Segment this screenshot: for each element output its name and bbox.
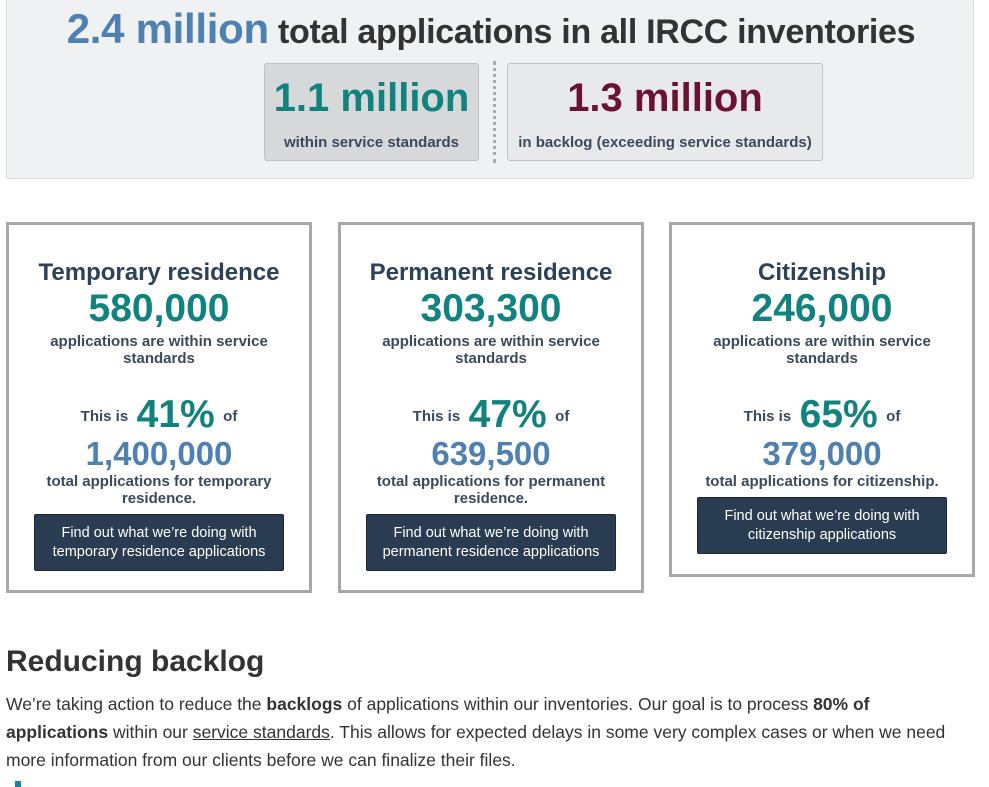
find-out-permanent-residence-button[interactable]: Find out what we’re doing with permanent residence applications: [366, 514, 616, 571]
card-total-description: total applications for temporary residence.: [46, 473, 272, 507]
card-percent-line: [672, 393, 972, 437]
card-of-label: of: [223, 408, 238, 425]
backlogs-emphasis: backlogs: [266, 694, 343, 714]
summary-panel: [6, 0, 974, 179]
card-total: 379,000: [762, 435, 882, 472]
card-total-description: total applications for permanent residence.: [376, 473, 606, 507]
card-within-count: 246,000: [751, 287, 893, 330]
card-of-label: of: [886, 408, 901, 425]
goal-emphasis: 80% of applications: [6, 694, 870, 742]
card-this-is-label: This is: [412, 408, 461, 425]
card-percent-line: [9, 393, 309, 437]
reducing-backlog-paragraph: [6, 690, 976, 774]
total-applications-text: total applications in all IRCC inventories: [277, 13, 916, 51]
card-temporary-residence: [6, 222, 312, 593]
card-this-is-label: This is: [743, 408, 792, 425]
service-standards-link[interactable]: service standards: [192, 722, 330, 742]
total-applications-value: 2.4 million: [66, 5, 269, 52]
paragraph-text: . This allows for expected delays in some very complex cases or when we need more information from our clients before we can finalize their files.: [6, 722, 946, 770]
paragraph-text: within our: [108, 722, 193, 742]
card-title: Permanent residence: [369, 259, 613, 286]
paragraph-text: of applications within our inventories. Our goal is to process: [342, 694, 814, 714]
card-percent: 65%: [799, 393, 878, 436]
card-total: 639,500: [431, 435, 551, 472]
find-out-citizenship-button[interactable]: Find out what we’re doing with citizenship applications: [697, 497, 947, 554]
card-percent: 41%: [136, 393, 215, 436]
within-standards-caption: within service standards: [283, 134, 460, 151]
card-within-description: applications are within service standards: [713, 333, 931, 367]
card-permanent-residence: [338, 222, 644, 593]
backlog-box: [507, 63, 823, 161]
dotted-divider: [493, 61, 496, 163]
card-of-label: of: [555, 408, 570, 425]
card-within-description: applications are within service standards: [382, 333, 600, 367]
backlog-value: 1.3 million: [567, 76, 763, 120]
within-standards-value: 1.1 million: [273, 76, 470, 120]
card-total-description: total applications for citizenship.: [705, 473, 939, 490]
list-bullet: [15, 781, 21, 787]
card-within-count: 303,300: [420, 287, 562, 330]
card-within-description: applications are within service standards: [50, 333, 268, 367]
summary-headline: [7, 5, 975, 53]
card-percent-line: [341, 393, 641, 437]
card-total: 1,400,000: [85, 435, 233, 472]
card-within-count: 580,000: [88, 287, 230, 330]
card-this-is-label: This is: [80, 408, 129, 425]
card-citizenship: [669, 222, 975, 577]
card-title: Temporary residence: [38, 259, 280, 286]
find-out-temporary-residence-button[interactable]: Find out what we’re doing with temporary residence applications: [34, 514, 284, 571]
card-percent: 47%: [468, 393, 547, 436]
within-standards-box: [264, 63, 479, 161]
paragraph-text: We’re taking action to reduce the: [6, 694, 267, 714]
card-title: Citizenship: [757, 259, 886, 286]
reducing-backlog-heading: Reducing backlog: [6, 645, 265, 678]
backlog-caption: in backlog (exceeding service standards): [518, 134, 812, 151]
